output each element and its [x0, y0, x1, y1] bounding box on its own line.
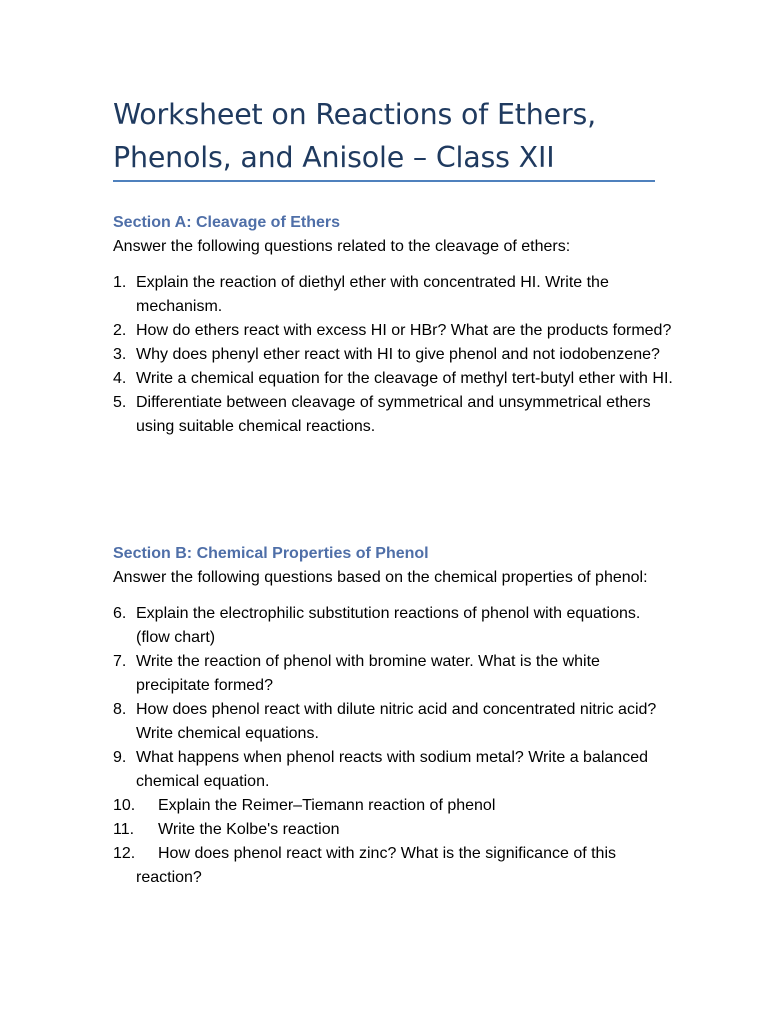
- question-item: [113, 319, 673, 343]
- section-a-heading: Section A: Cleavage of Ethers: [113, 214, 341, 231]
- question-number: 5.: [113, 394, 127, 411]
- document-title: Worksheet on Reactions of Ethers, Phenols, and Anisole – Class XII: [113, 98, 596, 174]
- question-text: Why does phenyl ether react with HI to give phenol and not iodobenzene?: [136, 346, 660, 363]
- question-number: 9.: [113, 749, 127, 766]
- question-text: Explain the reaction of diethyl ether with concentrated HI. Write the mechanism.: [136, 274, 609, 315]
- question-number: 3.: [113, 346, 127, 363]
- section-b-question-list: [113, 602, 673, 890]
- question-text: Explain the electrophilic substitution reactions of phenol with equations. (flow chart): [136, 605, 641, 646]
- question-item: [113, 271, 673, 319]
- question-number: 10.: [113, 797, 136, 814]
- question-number: 12.: [113, 845, 136, 862]
- question-text: Write the Kolbe's reaction: [158, 821, 340, 838]
- question-text: What happens when phenol reacts with sodium metal? Write a balanced chemical equation.: [136, 749, 648, 790]
- question-number: 6.: [113, 605, 127, 622]
- question-number: 11.: [113, 821, 135, 838]
- title-underline: [113, 180, 655, 182]
- question-text: Write the reaction of phenol with bromine water. What is the white precipitate formed?: [136, 653, 600, 694]
- section-b-intro: Answer the following questions based on the chemical properties of phenol:: [113, 569, 648, 586]
- section-a: [113, 211, 673, 439]
- question-number: 7.: [113, 653, 127, 670]
- question-item: [113, 650, 673, 698]
- question-item: [113, 746, 673, 794]
- question-item: [113, 794, 673, 818]
- question-number: 4.: [113, 370, 127, 387]
- question-item: [113, 842, 673, 890]
- question-item: [113, 343, 673, 367]
- question-text: How do ethers react with excess HI or HBr? What are the products formed?: [136, 322, 672, 339]
- question-number: 2.: [113, 322, 127, 339]
- section-b-heading: Section B: Chemical Properties of Phenol: [113, 545, 429, 562]
- question-text: How does phenol react with zinc? What is the significance of this reaction?: [136, 845, 617, 886]
- section-a-intro: Answer the following questions related to the cleavage of ethers:: [113, 238, 571, 255]
- question-text: Differentiate between cleavage of symmetrical and unsymmetrical ethers using suitable chemical reactions.: [136, 394, 651, 435]
- question-item: [113, 367, 673, 391]
- question-number: 8.: [113, 701, 127, 718]
- section-b: [113, 542, 673, 890]
- question-item: [113, 602, 673, 650]
- section-a-question-list: [113, 271, 673, 439]
- question-item: [113, 698, 673, 746]
- question-text: Write a chemical equation for the cleavage of methyl tert-butyl ether with HI.: [136, 370, 673, 387]
- question-item: [113, 818, 673, 842]
- question-number: 1.: [113, 274, 127, 291]
- question-text: Explain the Reimer–Tiemann reaction of phenol: [158, 797, 496, 814]
- question-item: [113, 391, 673, 439]
- question-text: How does phenol react with dilute nitric acid and concentrated nitric acid? Write chemical equations.: [136, 701, 657, 742]
